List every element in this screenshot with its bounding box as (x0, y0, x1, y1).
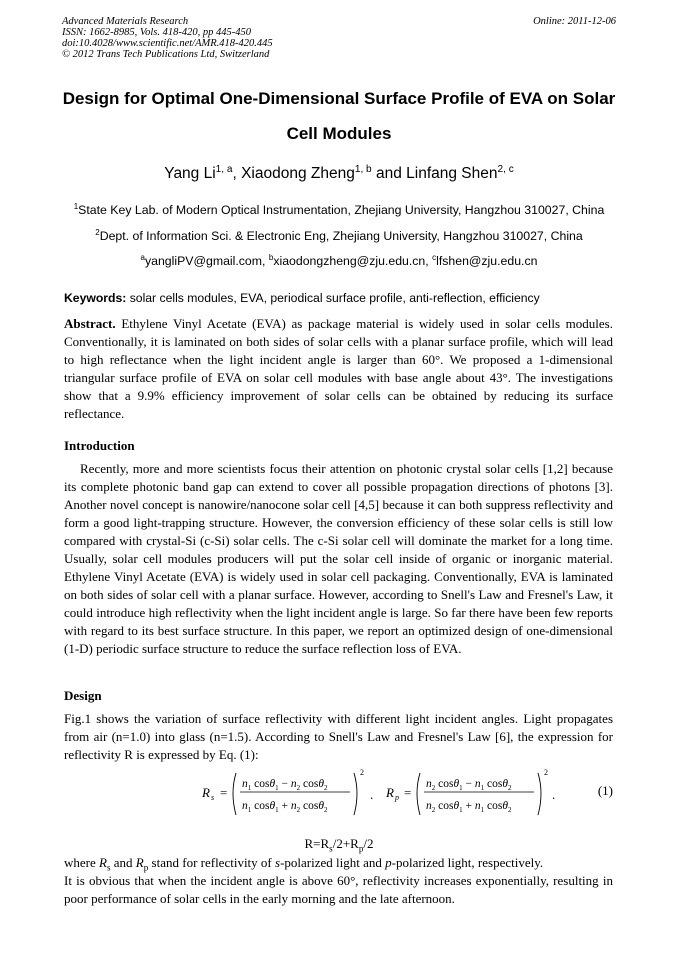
email-mark: c (432, 252, 437, 262)
author-name: Yang Li (164, 165, 216, 182)
design-text: Fig.1 shows the variation of surface reflectivity with different light incident angles. Light propagates from air (n=1.0) into glass (n=1.5). According to Snell's Law and Fresnel's Law [6], the expression for reflectivity R is expressed by Eq. (1): (64, 711, 613, 762)
introduction-text: Recently, more and more scientists focus their attention on photonic crystal solar cells [1,2] because its complete photonic band gap can extend to cover all possible propagation directions of photons [3]. Another novel concept is nanowire/nanocone solar cell [4,5] because it can both suppress reflectivity and form a good light-trapping structure. However, the conversion efficiency of these solar cells is still low compared with crystal-Si (c-Si) solar cells. The c-Si solar cell will dominate the market for a long time. Usually, solar cell modules producers will put the solar cell inside of organic or inorganic material. Ethylene Vinyl Acetate (EVA) is widely used in solar cell packaging. Conventionally, EVA is laminated on both sides of solar cell with a planar surface. However, according to Snell's Law and Fresnel's Law, it could introduce high reflectivity when the light incident angle is large. So far there have been few reports with regard to its best surface structure. In this paper, we report an optimized design of one-dimensional (1-D) periodic surface structure to reduce the surface reflection loss of EVA. (64, 461, 613, 656)
text-run: stand for reflectivity of (148, 855, 276, 870)
journal-name: Advanced Materials Research (62, 16, 189, 27)
paper-title-line-2: Cell Modules (286, 124, 392, 143)
math-symbol: R (99, 855, 107, 870)
keywords (64, 291, 638, 305)
affiliation-text: State Key Lab. of Modern Optical Instrumentation, Zhejiang University, Hangzhou 310027, China (78, 203, 605, 217)
author-separator: and (371, 165, 407, 182)
author-affiliation-mark: 1, b (354, 163, 372, 175)
design-conclusion-text: It is obvious that when the incident angle is above 60°, reflectivity increases exponentially, resulting in poor performance of solar cells in the early morning and the late afternoon. (64, 873, 613, 906)
text-run: -polarized light, respectively. (391, 855, 544, 870)
text-run: -polarized light and (280, 855, 386, 870)
svg-text:2: 2 (544, 768, 548, 777)
email-link[interactable]: xiaodongzheng@zju.edu.cn, (273, 254, 433, 268)
affiliation-text: Dept. of Information Sci. & Electronic Eng, Zhejiang University, Hangzhou 310027, China (99, 229, 583, 243)
affiliation-2 (40, 229, 638, 243)
paper-title-line-1: Design for Optimal One-Dimensional Surface Profile of EVA on Solar (62, 89, 616, 108)
svg-text:=: = (404, 785, 412, 800)
text-run: and (110, 855, 136, 870)
keywords-label: Keywords: (64, 291, 127, 305)
svg-text:p: p (395, 793, 399, 802)
online-date: Online: 2011-12-06 (533, 16, 616, 27)
equation-2 (0, 836, 678, 852)
math-subscript: s (106, 862, 111, 873)
introduction-heading: Introduction (64, 438, 135, 453)
author-name: Xiaodong Zheng (241, 165, 355, 182)
svg-text:=: = (220, 785, 228, 800)
svg-text:n2 cosθ1 + n1 cosθ2: $n_2$ $\cos\theta_1 + n_1$ cosθ$_2$ (426, 800, 512, 814)
author-affiliation-mark: 1, a (215, 163, 233, 175)
abstract (64, 315, 613, 423)
eq-text: /2 (363, 836, 374, 851)
email-link[interactable]: yangliPV@gmail.com, (144, 254, 269, 268)
author-emails (40, 254, 638, 268)
affiliation-1 (40, 203, 638, 217)
author-separator: , (232, 165, 242, 182)
svg-text:.: . (370, 787, 374, 802)
eq-text: /2+R (332, 836, 359, 851)
equation-1 (200, 765, 613, 821)
design-heading: Design (64, 688, 102, 703)
abstract-text: Ethylene Vinyl Acetate (EVA) as package material is widely used in solar cells modules. Conventionally, it is laminated on both sides of solar cells with a planar surface profile, which will lead to high reflectance when the light incident angle is larger than 60°. We proposed a 1-dimensional triangular surface profile of EVA on solar cell modules with base angle about 43°. The investigations show that a 9.9% efficiency improvement of solar cells can be obtained by reducing its surface reflectance. (64, 316, 613, 421)
author-affiliation-mark: 2, c (497, 163, 514, 175)
math-subscript: p (143, 862, 149, 873)
author-name: Linfang Shen (406, 165, 498, 182)
affiliation-mark: 2 (95, 227, 100, 237)
doi-line: doi:10.4028/www.scientific.net/AMR.418-420.445 (62, 38, 273, 49)
eq-subscript: p (358, 843, 364, 854)
math-symbol: s (275, 855, 281, 870)
fresnel-equation (200, 765, 560, 821)
math-symbol: R (135, 855, 144, 870)
eq-text: R=R (304, 836, 330, 851)
email-link[interactable]: lfshen@zju.edu.cn (436, 254, 538, 268)
design-where-text (64, 854, 613, 872)
affiliation-mark: 1 (73, 201, 79, 211)
copyright-line: © 2012 Trans Tech Publications Ltd, Switzerland (62, 49, 270, 60)
keywords-text: solar cells modules, EVA, periodical surface profile, anti-reflection, efficiency (126, 291, 540, 305)
svg-text:s: s (211, 793, 215, 802)
text-run: where (64, 855, 100, 870)
math-symbol: p (385, 855, 392, 870)
svg-text:2: 2 (360, 768, 364, 777)
svg-text:R: R (386, 785, 394, 800)
svg-text:R: R (202, 785, 210, 800)
author-list (40, 165, 638, 183)
svg-text:n2 cosθ1 − n1 cosθ2: $n_2$ $\cos\theta_1 - n_1$ cosθ$_2$ (426, 778, 512, 792)
abstract-label: Abstract. (64, 316, 116, 331)
journal-header (62, 16, 616, 60)
email-mark: b (268, 252, 274, 262)
email-mark: a (140, 252, 145, 262)
issn-line: ISSN: 1662-8985, Vols. 418-420, pp 445-450 (62, 27, 251, 38)
equation-number: (1) (597, 783, 613, 798)
svg-text:.: . (552, 787, 556, 802)
svg-text:n1 cosθ1 − n2 cosθ2: $n_1$ $\cos\theta_1 - n_2$ cosθ$_2$ (242, 778, 328, 792)
svg-text:n1 cosθ1 + n2 cosθ2: $n_1$ $\cos\theta_1 + n_2$ cosθ$_2$ (242, 800, 328, 814)
eq-subscript: s (329, 843, 333, 854)
